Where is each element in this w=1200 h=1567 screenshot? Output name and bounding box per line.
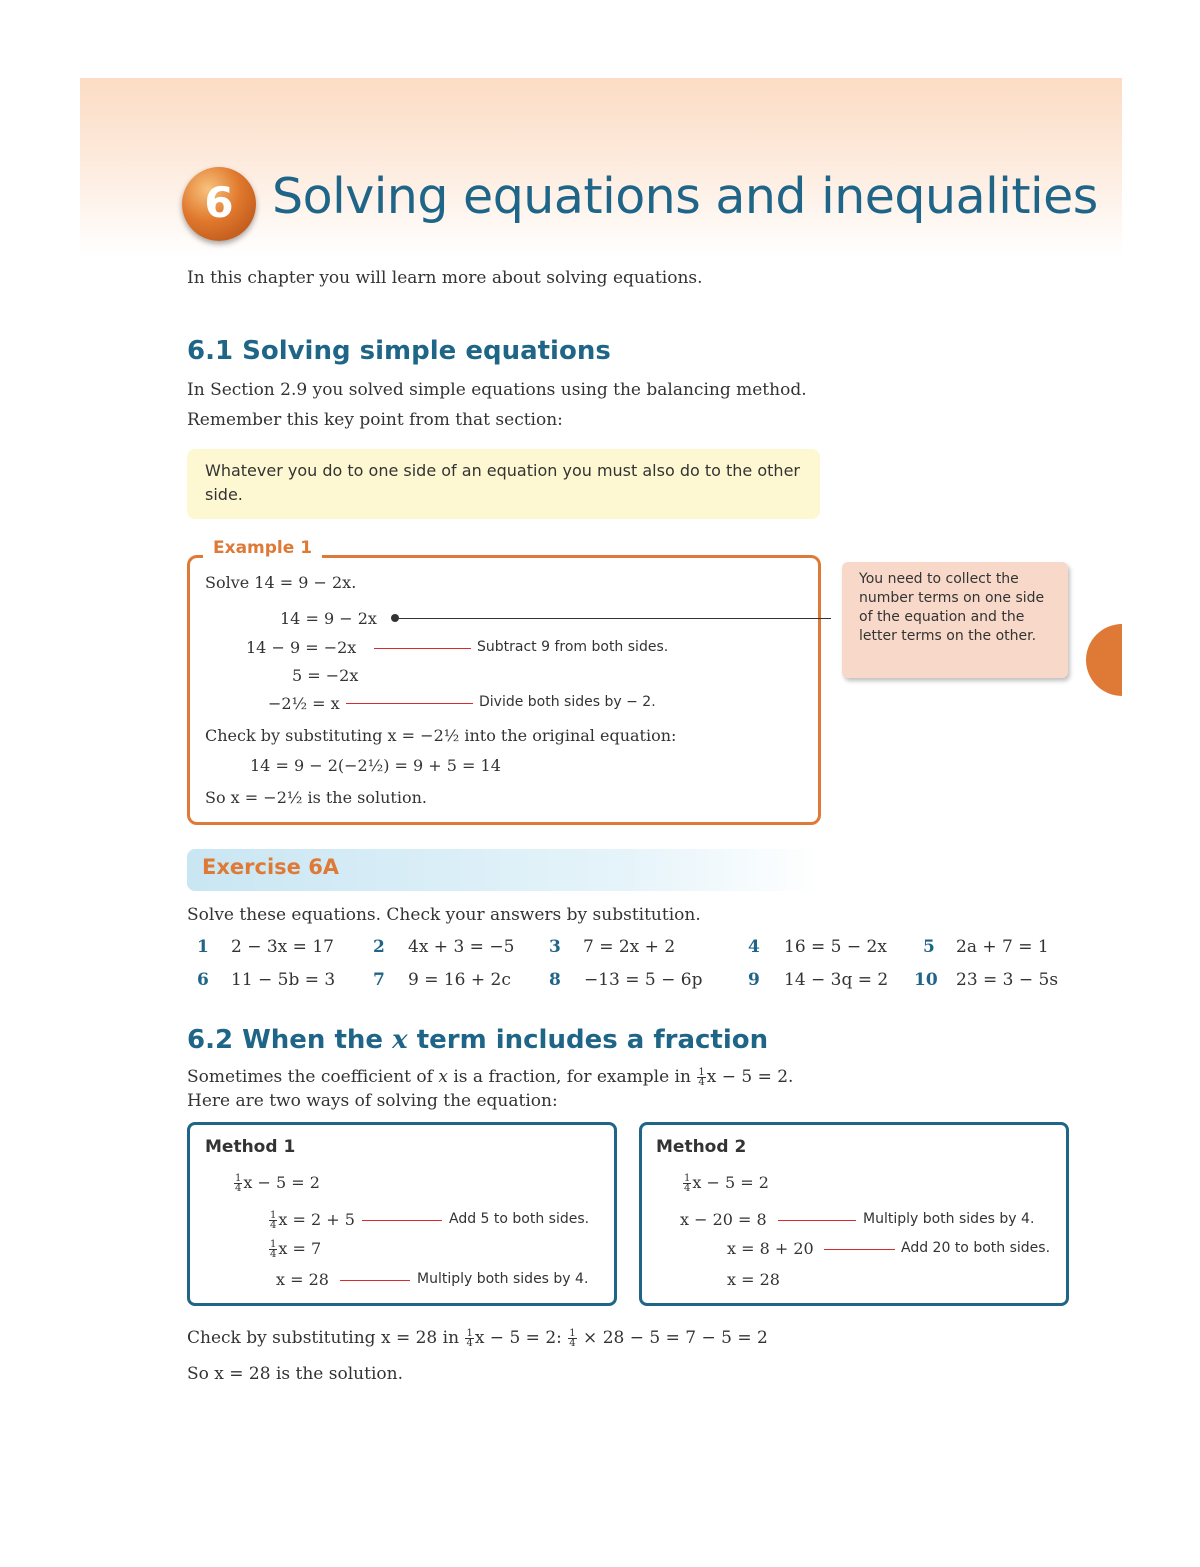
example-1-step-1: 14 = 9 − 2x — [280, 609, 377, 628]
text-span: Sometimes the coefficient of — [187, 1067, 439, 1087]
question-equation: 2 − 3x = 17 — [231, 937, 334, 957]
step-text: x − 5 = 2 — [243, 1173, 320, 1192]
question-number: 1 — [197, 937, 209, 957]
section-6-1-line-1: In Section 2.9 you solved simple equations using the balancing method. — [187, 380, 807, 400]
step-text: x − 5 = 2 — [692, 1173, 769, 1192]
example-1-annotation-1: Subtract 9 from both sides. — [477, 639, 669, 655]
method-2-annotation-1: Multiply both sides by 4. — [863, 1211, 1035, 1227]
example-1-step-4: −2½ = x — [268, 694, 340, 713]
example-1-annotation-2: Divide both sides by − 2. — [479, 694, 656, 710]
section-6-2-title-suffix: term includes a fraction — [407, 1025, 769, 1055]
method-1-step-3: $\frac{1}{4}$ x = 7 — [270, 1239, 322, 1260]
question-equation: 2a + 7 = 1 — [956, 937, 1049, 957]
text-span: is a fraction, for example in — [447, 1067, 697, 1087]
annotation-line — [346, 703, 473, 704]
question-number: 2 — [373, 937, 385, 957]
section-6-2-line-1 — [187, 1067, 793, 1087]
method-2-step-3: x = 8 + 20 — [727, 1239, 814, 1258]
method-2-step-4: x = 28 — [727, 1270, 780, 1289]
example-1-check-intro: Check by substituting x = −2½ into the original equation: — [205, 726, 677, 745]
question-equation: −13 = 5 − 6p — [584, 970, 703, 990]
method-2-title: Method 2 — [656, 1137, 747, 1157]
question-number: 3 — [549, 937, 561, 957]
fraction-numerator: 1 — [698, 1067, 705, 1078]
question-number: 10 — [914, 970, 938, 990]
side-note-box — [842, 562, 1068, 678]
text-span: Check by substituting — [187, 1328, 381, 1348]
text-span: × 28 − 5 = 7 − 5 = 2 — [577, 1328, 768, 1348]
method-2-step-2: x − 20 = 8 — [680, 1210, 767, 1229]
exercise-6a-instruction: Solve these equations. Check your answers by substitution. — [187, 905, 701, 925]
annotation-line — [340, 1280, 410, 1281]
fraction — [697, 1068, 705, 1087]
question-equation: 9 = 16 + 2c — [408, 970, 511, 990]
section-6-2-title — [187, 1025, 768, 1055]
example-1-label: Example 1 — [203, 538, 322, 558]
example-1-step-2: 14 − 9 = −2x — [246, 638, 357, 657]
question-number: 7 — [373, 970, 385, 990]
step-text: x = 7 — [278, 1239, 322, 1258]
question-number: 4 — [748, 937, 760, 957]
check-line: Check by substituting x = 28 in $\frac{1}{4}$ x − 5 = 2: $\frac{1}{4}$ × 28 − 5 = 7 − 5 = 2 — [187, 1328, 768, 1349]
example-1-check-equation: 14 = 9 − 2(−2½) = 9 + 5 = 14 — [250, 756, 501, 775]
question-equation: 23 = 3 − 5s — [956, 970, 1059, 990]
section-6-1-line-2: Remember this key point from that section: — [187, 410, 563, 430]
method-1-step-1: $\frac{1}{4}$ x − 5 = 2 — [235, 1173, 320, 1194]
annotation-line — [824, 1249, 895, 1250]
question-number: 6 — [197, 970, 209, 990]
text-span: x = 28 in — [380, 1328, 465, 1348]
example-1-box — [187, 555, 821, 825]
question-equation: 16 = 5 − 2x — [784, 937, 887, 957]
method-2-annotation-2: Add 20 to both sides. — [901, 1240, 1051, 1256]
annotation-line — [362, 1220, 442, 1221]
section-6-1-title: 6.1 Solving simple equations — [187, 336, 611, 366]
page-edge-tab — [1086, 624, 1122, 696]
question-equation: 4x + 3 = −5 — [408, 937, 515, 957]
chapter-intro: In this chapter you will learn more about solving equations. — [187, 268, 703, 288]
method-1-annotation-1: Add 5 to both sides. — [449, 1211, 590, 1227]
section-6-2-line-2: Here are two ways of solving the equation: — [187, 1091, 558, 1111]
method-1-annotation-2: Multiply both sides by 4. — [417, 1271, 589, 1287]
question-number: 8 — [549, 970, 561, 990]
step-text: x = 2 + 5 — [278, 1210, 355, 1229]
example-1-conclusion: So x = −2½ is the solution. — [205, 788, 427, 807]
chapter-number-badge: 6 — [182, 167, 256, 241]
section-6-2-title-prefix: 6.2 When the — [187, 1025, 393, 1055]
annotation-line — [374, 648, 471, 649]
section-6-2-title-variable: x — [392, 1025, 408, 1055]
connector-line — [399, 618, 831, 619]
method-1-step-4: x = 28 — [276, 1270, 329, 1289]
method-1-step-2: $\frac{1}{4}$ x = 2 + 5 — [270, 1210, 355, 1231]
question-number: 9 — [748, 970, 760, 990]
question-equation: 7 = 2x + 2 — [583, 937, 676, 957]
key-point-box — [187, 449, 820, 519]
key-point-text: Whatever you do to one side of an equation you must also do to the other side. — [205, 461, 800, 504]
side-note-text: You need to collect the number terms on one side of the equation and the letter terms on the other. — [859, 571, 1045, 644]
conclusion-line: So x = 28 is the solution. — [187, 1364, 403, 1384]
exercise-6a-title: Exercise 6A — [202, 855, 340, 879]
annotation-line — [778, 1220, 856, 1221]
fraction-denominator: 4 — [698, 1077, 705, 1088]
method-1-title: Method 1 — [205, 1137, 296, 1157]
chapter-title: Solving equations and inequalities — [272, 168, 1098, 225]
text-span: x — [438, 1067, 448, 1087]
connector-dot — [391, 614, 399, 622]
question-equation: 14 − 3q = 2 — [784, 970, 889, 990]
question-number: 5 — [923, 937, 935, 957]
example-1-step-3: 5 = −2x — [292, 666, 359, 685]
text-span: x − 5 = 2: — [474, 1328, 568, 1348]
text-span: x − 5 = 2. — [706, 1067, 794, 1087]
question-equation: 11 − 5b = 3 — [231, 970, 336, 990]
example-1-prompt: Solve 14 = 9 − 2x. — [205, 573, 357, 592]
method-2-step-1: $\frac{1}{4}$ x − 5 = 2 — [684, 1173, 769, 1194]
